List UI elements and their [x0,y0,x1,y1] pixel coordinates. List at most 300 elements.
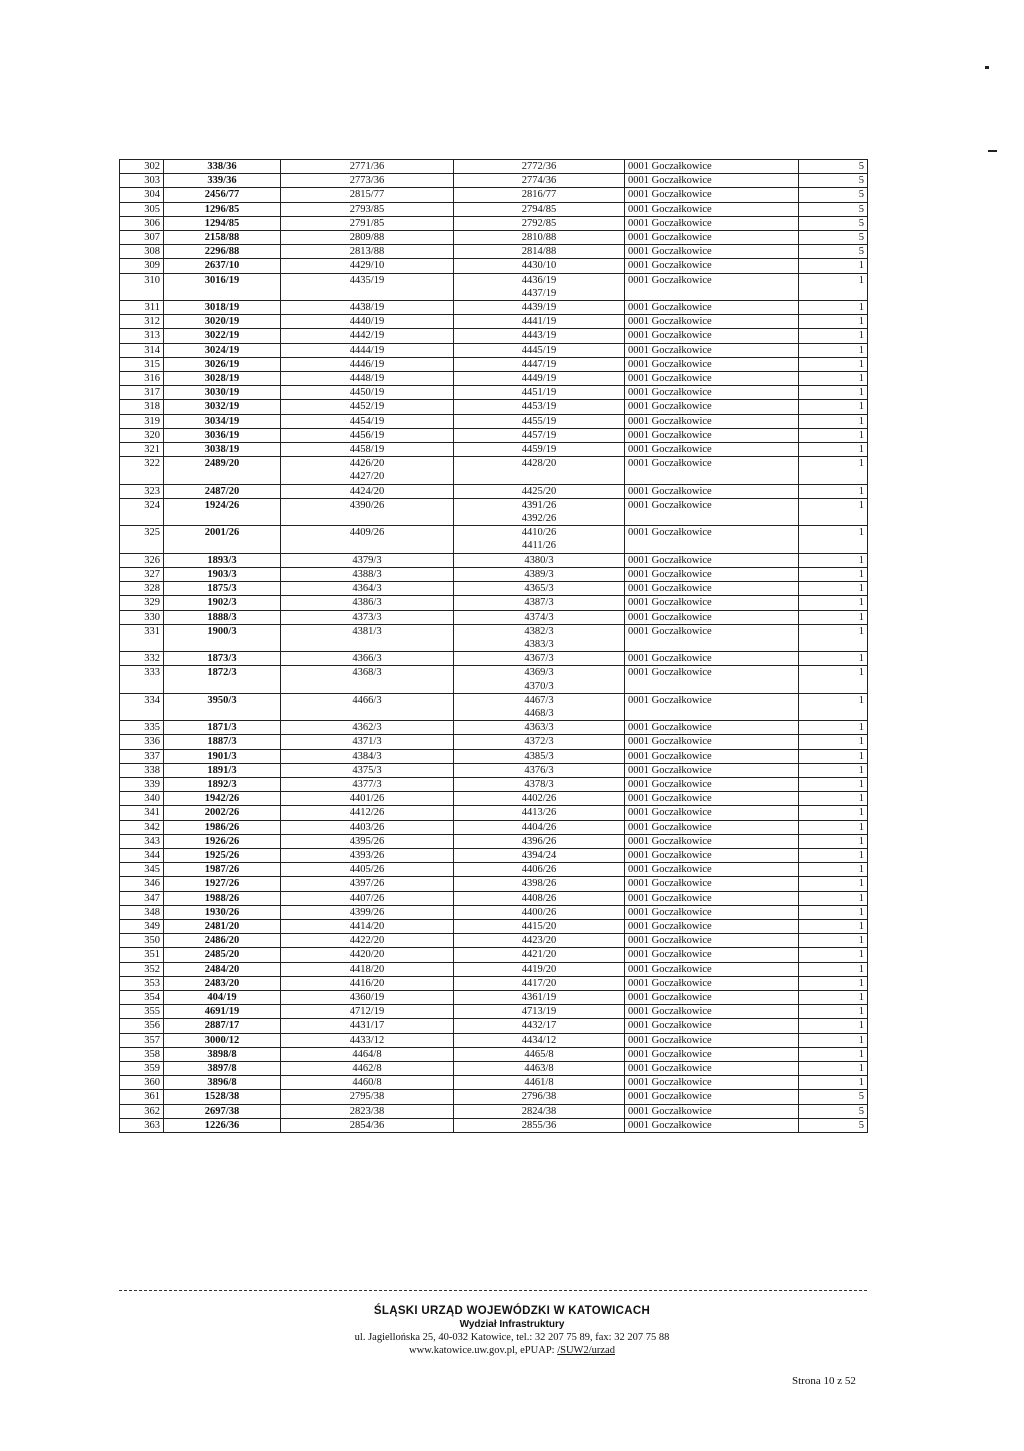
parcel-a-cell [281,400,454,414]
row-number-cell: 351 [120,948,164,962]
row-number-cell: 334 [120,693,164,720]
table-row [120,749,868,763]
precinct-cell: 0001 Goczałkowice [625,231,799,245]
parcel-b-cell [454,202,625,216]
table-row [120,245,868,259]
parcel-b-cell-value: 4400/26 [521,906,557,918]
row-number-cell: 310 [120,273,164,300]
parcel-a-cell [281,721,454,735]
parcel-a-cell-value: 2771/36 [349,161,385,172]
parcel-b-cell-value: 2855/36 [521,1119,557,1131]
parcel-a-cell [281,457,454,484]
sheet-cell: 1 [799,457,868,484]
table-row [120,763,868,777]
parcel-a-cell-value: 4368/3 [352,667,382,679]
table-row [120,372,868,386]
parcel-a-cell [281,596,454,610]
row-number-cell: 341 [120,806,164,820]
parcel-number-cell: 339/36 [164,174,281,188]
row-number-cell: 331 [120,624,164,651]
parcel-a-cell [281,990,454,1004]
parcel-number-cell: 2487/20 [164,484,281,498]
parcel-a-cell [281,174,454,188]
row-number-cell: 303 [120,174,164,188]
page-number: Strona 10 z 52 [792,1375,856,1387]
table-row [120,624,868,651]
parcel-b-cell [454,484,625,498]
precinct-cell: 0001 Goczałkowice [625,1076,799,1090]
parcel-a-cell-value: 4442/19 [349,330,385,342]
row-number-cell: 318 [120,400,164,414]
precinct-cell: 0001 Goczałkowice [625,216,799,230]
row-number-cell: 319 [120,414,164,428]
scan-mark [985,66,989,69]
row-number-cell: 305 [120,202,164,216]
parcel-b-cell-value: 4421/20 [521,949,557,961]
sheet-cell: 1 [799,863,868,877]
sheet-cell: 1 [799,848,868,862]
precinct-cell: 0001 Goczałkowice [625,1033,799,1047]
parcel-a-cell [281,329,454,343]
precinct-cell: 0001 Goczałkowice [625,526,799,553]
precinct-cell: 0001 Goczałkowice [625,806,799,820]
sheet-cell: 1 [799,990,868,1004]
footer-department: Wydział Infrastruktury [459,1319,565,1330]
parcel-a-cell [281,1076,454,1090]
precinct-cell: 0001 Goczałkowice [625,763,799,777]
parcel-b-cell-value: 4367/3 [524,653,554,665]
parcel-b-cell-value: 2792/85 [521,217,557,229]
parcel-b-cell-value: 2816/77 [521,189,557,201]
parcel-b-cell [454,567,625,581]
table-row [120,174,868,188]
parcel-a-cell-value: 4446/19 [349,358,385,370]
parcel-a-cell [281,372,454,386]
row-number-cell: 347 [120,891,164,905]
parcel-number-cell: 1892/3 [164,777,281,791]
parcel-b-cell-value: 4398/26 [521,878,557,890]
sheet-cell: 5 [799,231,868,245]
sheet-cell: 5 [799,1118,868,1132]
precinct-cell: 0001 Goczałkowice [625,245,799,259]
parcel-number-cell: 3896/8 [164,1076,281,1090]
parcel-a-cell [281,610,454,624]
parcel-a-cell-value: 4466/3 [352,694,382,706]
parcel-a-cell-value: 4409/26 [349,527,385,539]
parcel-a-cell [281,624,454,651]
parcel-a-cell [281,948,454,962]
parcel-b-cell [454,160,625,174]
parcel-b-cell [454,596,625,610]
sheet-cell: 1 [799,693,868,720]
sheet-cell: 1 [799,1033,868,1047]
parcel-b-cell-value: 4461/8 [524,1077,554,1089]
parcel-number-cell: 3016/19 [164,273,281,300]
parcel-b-cell [454,245,625,259]
parcel-b-cell [454,863,625,877]
table-row [120,863,868,877]
parcel-b-cell-value: 2774/36 [521,175,557,187]
parcel-b-cell-value: 4382/3 [524,625,554,637]
parcel-b-cell [454,1033,625,1047]
row-number-cell: 344 [120,848,164,862]
row-number-cell: 337 [120,749,164,763]
sheet-cell: 1 [799,1062,868,1076]
row-number-cell: 343 [120,834,164,848]
parcel-a-cell [281,820,454,834]
parcel-a-cell-value: 4388/3 [352,568,382,580]
table-row [120,905,868,919]
parcel-b-cell [454,400,625,414]
parcel-b-cell [454,934,625,948]
parcel-b-cell-value: 4369/3 [524,667,554,679]
parcel-a-cell-value: 2823/38 [349,1105,385,1117]
row-number-cell: 323 [120,484,164,498]
parcel-number-cell: 1873/3 [164,652,281,666]
parcel-a-cell [281,934,454,948]
parcel-a-cell [281,188,454,202]
parcel-a-cell [281,357,454,371]
sheet-cell: 5 [799,174,868,188]
parcel-number-cell: 2697/38 [164,1104,281,1118]
row-number-cell: 345 [120,863,164,877]
parcel-b-cell [454,343,625,357]
precinct-cell: 0001 Goczałkowice [625,1047,799,1061]
sheet-cell: 1 [799,414,868,428]
table-row [120,1090,868,1104]
parcel-table-body [120,160,868,1133]
parcel-b-cell [454,301,625,315]
parcel-b-cell [454,962,625,976]
sheet-cell: 1 [799,610,868,624]
parcel-a-cell-value: 2809/88 [349,232,385,244]
parcel-a-cell [281,202,454,216]
table-row [120,1076,868,1090]
row-number-cell: 332 [120,652,164,666]
parcel-a-cell [281,792,454,806]
parcel-a-cell-value: 4460/8 [352,1077,382,1089]
table-row [120,721,868,735]
parcel-number-cell: 1296/85 [164,202,281,216]
parcel-number-cell: 3034/19 [164,414,281,428]
parcel-number-cell: 3000/12 [164,1033,281,1047]
parcel-a-cell-value: 4452/19 [349,401,385,413]
parcel-a-cell-value: 4444/19 [349,344,385,356]
sheet-cell: 1 [799,443,868,457]
parcel-a-cell [281,1104,454,1118]
table-row [120,976,868,990]
table-row [120,962,868,976]
parcel-a-cell-value: 4426/20 [349,458,385,470]
row-number-cell: 348 [120,905,164,919]
parcel-number-cell: 1987/26 [164,863,281,877]
parcel-a-cell [281,806,454,820]
table-row [120,1118,868,1132]
parcel-b-cell [454,735,625,749]
parcel-a-cell-value: 4362/3 [352,722,382,734]
parcel-b-cell [454,976,625,990]
parcel-number-cell: 1903/3 [164,567,281,581]
parcel-b-cell-value: 4457/19 [521,429,557,441]
parcel-a-cell-value: 4433/12 [349,1034,385,1046]
parcel-b-cell-value: 4380/3 [524,554,554,566]
parcel-a-cell-value: 4381/3 [352,625,382,637]
precinct-cell: 0001 Goczałkowice [625,188,799,202]
row-number-cell: 302 [120,160,164,174]
sheet-cell: 1 [799,400,868,414]
parcel-a-cell-value: 2854/36 [349,1119,385,1131]
row-number-cell: 325 [120,526,164,553]
sheet-cell: 1 [799,386,868,400]
parcel-a-cell [281,1005,454,1019]
parcel-b-cell-value: 4402/26 [521,793,557,805]
row-number-cell: 309 [120,259,164,273]
parcel-b-cell-value: 4467/3 [524,694,554,706]
parcel-a-cell [281,693,454,720]
parcel-a-cell-value: 2793/85 [349,203,385,215]
precinct-cell: 0001 Goczałkowice [625,357,799,371]
table-row [120,1047,868,1061]
parcel-number-cell: 2481/20 [164,919,281,933]
parcel-b-cell-value: 4439/19 [521,302,557,314]
parcel-b-cell-value: 4436/19 [521,274,557,286]
parcel-number-cell: 1924/26 [164,498,281,525]
parcel-a-cell [281,582,454,596]
parcel-b-cell [454,1076,625,1090]
parcel-b-cell-value: 4389/3 [524,568,554,580]
parcel-b-cell-value: 4383/3 [524,638,554,650]
precinct-cell: 0001 Goczałkowice [625,582,799,596]
parcel-a-cell [281,735,454,749]
parcel-a-cell-value: 4456/19 [349,429,385,441]
parcel-b-cell-value: 4430/10 [521,260,557,272]
row-number-cell: 346 [120,877,164,891]
parcel-a-cell-value: 4397/26 [349,878,385,890]
parcel-b-cell-value: 4396/26 [521,835,557,847]
precinct-cell: 0001 Goczałkowice [625,443,799,457]
parcel-b-cell-value: 4447/19 [521,358,557,370]
parcel-table [119,159,868,1133]
sheet-cell: 1 [799,357,868,371]
parcel-number-cell: 1887/3 [164,735,281,749]
parcel-number-cell: 4691/19 [164,1005,281,1019]
parcel-b-cell-value: 4455/19 [521,415,557,427]
precinct-cell: 0001 Goczałkowice [625,848,799,862]
table-row [120,273,868,300]
sheet-cell: 1 [799,976,868,990]
sheet-cell: 5 [799,160,868,174]
parcel-b-cell [454,848,625,862]
row-number-cell: 361 [120,1090,164,1104]
parcel-b-cell-value: 2824/38 [521,1105,557,1117]
parcel-a-cell-value: 4424/20 [349,485,385,497]
parcel-a-cell [281,962,454,976]
sheet-cell: 1 [799,498,868,525]
parcel-b-cell [454,259,625,273]
parcel-a-cell-value: 2795/38 [349,1091,385,1103]
parcel-a-cell [281,160,454,174]
precinct-cell: 0001 Goczałkowice [625,498,799,525]
parcel-a-cell [281,834,454,848]
parcel-b-cell [454,498,625,525]
sheet-cell: 1 [799,259,868,273]
parcel-a-cell-value: 4418/20 [349,963,385,975]
sheet-cell: 5 [799,188,868,202]
parcel-a-cell [281,666,454,693]
precinct-cell: 0001 Goczałkowice [625,428,799,442]
row-number-cell: 308 [120,245,164,259]
footer-organization: ŚLĄSKI URZĄD WOJEWÓDZKI W KATOWICACH [373,1305,651,1317]
row-number-cell: 353 [120,976,164,990]
parcel-a-cell [281,919,454,933]
row-number-cell: 304 [120,188,164,202]
sheet-cell: 1 [799,652,868,666]
parcel-a-cell-value: 4366/3 [352,653,382,665]
sheet-cell: 1 [799,372,868,386]
table-row [120,877,868,891]
sheet-cell: 5 [799,202,868,216]
row-number-cell: 330 [120,610,164,624]
parcel-b-cell [454,749,625,763]
table-row [120,934,868,948]
parcel-a-cell-value: 4399/26 [349,906,385,918]
parcel-a-cell [281,315,454,329]
sheet-cell: 1 [799,877,868,891]
footer-divider [119,1290,867,1291]
parcel-b-cell [454,357,625,371]
parcel-b-cell-value: 4378/3 [524,778,554,790]
parcel-b-cell [454,652,625,666]
parcel-b-cell [454,443,625,457]
table-row [120,777,868,791]
parcel-b-cell-value: 4432/17 [521,1020,557,1032]
parcel-a-cell [281,1047,454,1061]
precinct-cell: 0001 Goczałkowice [625,863,799,877]
parcel-a-cell [281,1033,454,1047]
precinct-cell: 0001 Goczałkowice [625,484,799,498]
footer-web [0,1344,1024,1357]
parcel-number-cell: 3020/19 [164,315,281,329]
sheet-cell: 1 [799,919,868,933]
table-row [120,610,868,624]
sheet-cell: 1 [799,624,868,651]
parcel-a-cell-value: 4401/26 [349,793,385,805]
parcel-number-cell: 3038/19 [164,443,281,457]
parcel-number-cell: 2296/88 [164,245,281,259]
parcel-a-cell [281,877,454,891]
parcel-b-cell-value: 4445/19 [521,344,557,356]
parcel-a-cell [281,652,454,666]
parcel-b-cell [454,806,625,820]
parcel-number-cell: 1888/3 [164,610,281,624]
parcel-b-cell-value: 4372/3 [524,736,554,748]
sheet-cell: 1 [799,301,868,315]
parcel-b-cell-value: 4392/26 [521,513,557,525]
parcel-a-cell [281,553,454,567]
parcel-a-cell [281,905,454,919]
row-number-cell: 360 [120,1076,164,1090]
parcel-a-cell-value: 4371/3 [352,736,382,748]
table-row [120,582,868,596]
table-row [120,386,868,400]
row-number-cell: 329 [120,596,164,610]
parcel-b-cell [454,777,625,791]
sheet-cell: 1 [799,428,868,442]
parcel-b-cell [454,428,625,442]
parcel-a-cell-value: 2813/88 [349,246,385,258]
parcel-number-cell: 3026/19 [164,357,281,371]
parcel-a-cell-value: 2791/85 [349,217,385,229]
parcel-number-cell: 1942/26 [164,792,281,806]
row-number-cell: 333 [120,666,164,693]
parcel-a-cell [281,1062,454,1076]
precinct-cell: 0001 Goczałkowice [625,273,799,300]
parcel-a-cell-value: 4375/3 [352,764,382,776]
table-row [120,735,868,749]
sheet-cell: 1 [799,273,868,300]
parcel-number-cell: 1926/26 [164,834,281,848]
sheet-cell: 1 [799,820,868,834]
parcel-number-cell: 1294/85 [164,216,281,230]
precinct-cell: 0001 Goczałkowice [625,567,799,581]
parcel-number-cell: 2486/20 [164,934,281,948]
parcel-b-cell-value: 4441/19 [521,316,557,328]
sheet-cell: 1 [799,735,868,749]
parcel-a-cell [281,749,454,763]
parcel-b-cell-value: 4443/19 [521,330,557,342]
parcel-b-cell [454,273,625,300]
parcel-b-cell-value: 4363/3 [524,722,554,734]
sheet-cell: 1 [799,934,868,948]
row-number-cell: 312 [120,315,164,329]
parcel-b-cell-value: 4713/19 [521,1006,557,1018]
parcel-b-cell-value: 4453/19 [521,401,557,413]
parcel-a-cell-value: 2773/36 [349,175,385,187]
parcel-b-cell-value: 4410/26 [521,527,557,539]
table-row [120,596,868,610]
parcel-b-cell-value: 4391/26 [521,499,557,511]
precinct-cell: 0001 Goczałkowice [625,652,799,666]
parcel-b-cell [454,372,625,386]
parcel-a-cell-value: 4448/19 [349,373,385,385]
parcel-a-cell [281,259,454,273]
parcel-number-cell: 1986/26 [164,820,281,834]
table-row [120,792,868,806]
sheet-cell: 5 [799,245,868,259]
parcel-b-cell [454,231,625,245]
footer-epuap-link[interactable]: /SUW2/urzad [557,1345,615,1356]
parcel-number-cell: 3030/19 [164,386,281,400]
parcel-b-cell [454,188,625,202]
parcel-b-cell [454,792,625,806]
table-row [120,806,868,820]
sheet-cell: 1 [799,777,868,791]
parcel-a-cell [281,498,454,525]
table-row [120,1005,868,1019]
precinct-cell: 0001 Goczałkowice [625,400,799,414]
precinct-cell: 0001 Goczałkowice [625,666,799,693]
table-row [120,1104,868,1118]
parcel-a-cell [281,231,454,245]
parcel-b-cell-value: 4385/3 [524,750,554,762]
table-row [120,188,868,202]
sheet-cell: 1 [799,763,868,777]
parcel-b-cell-value: 4361/19 [521,991,557,1003]
parcel-a-cell-value: 4403/26 [349,821,385,833]
table-row [120,834,868,848]
parcel-number-cell: 3032/19 [164,400,281,414]
table-row [120,443,868,457]
